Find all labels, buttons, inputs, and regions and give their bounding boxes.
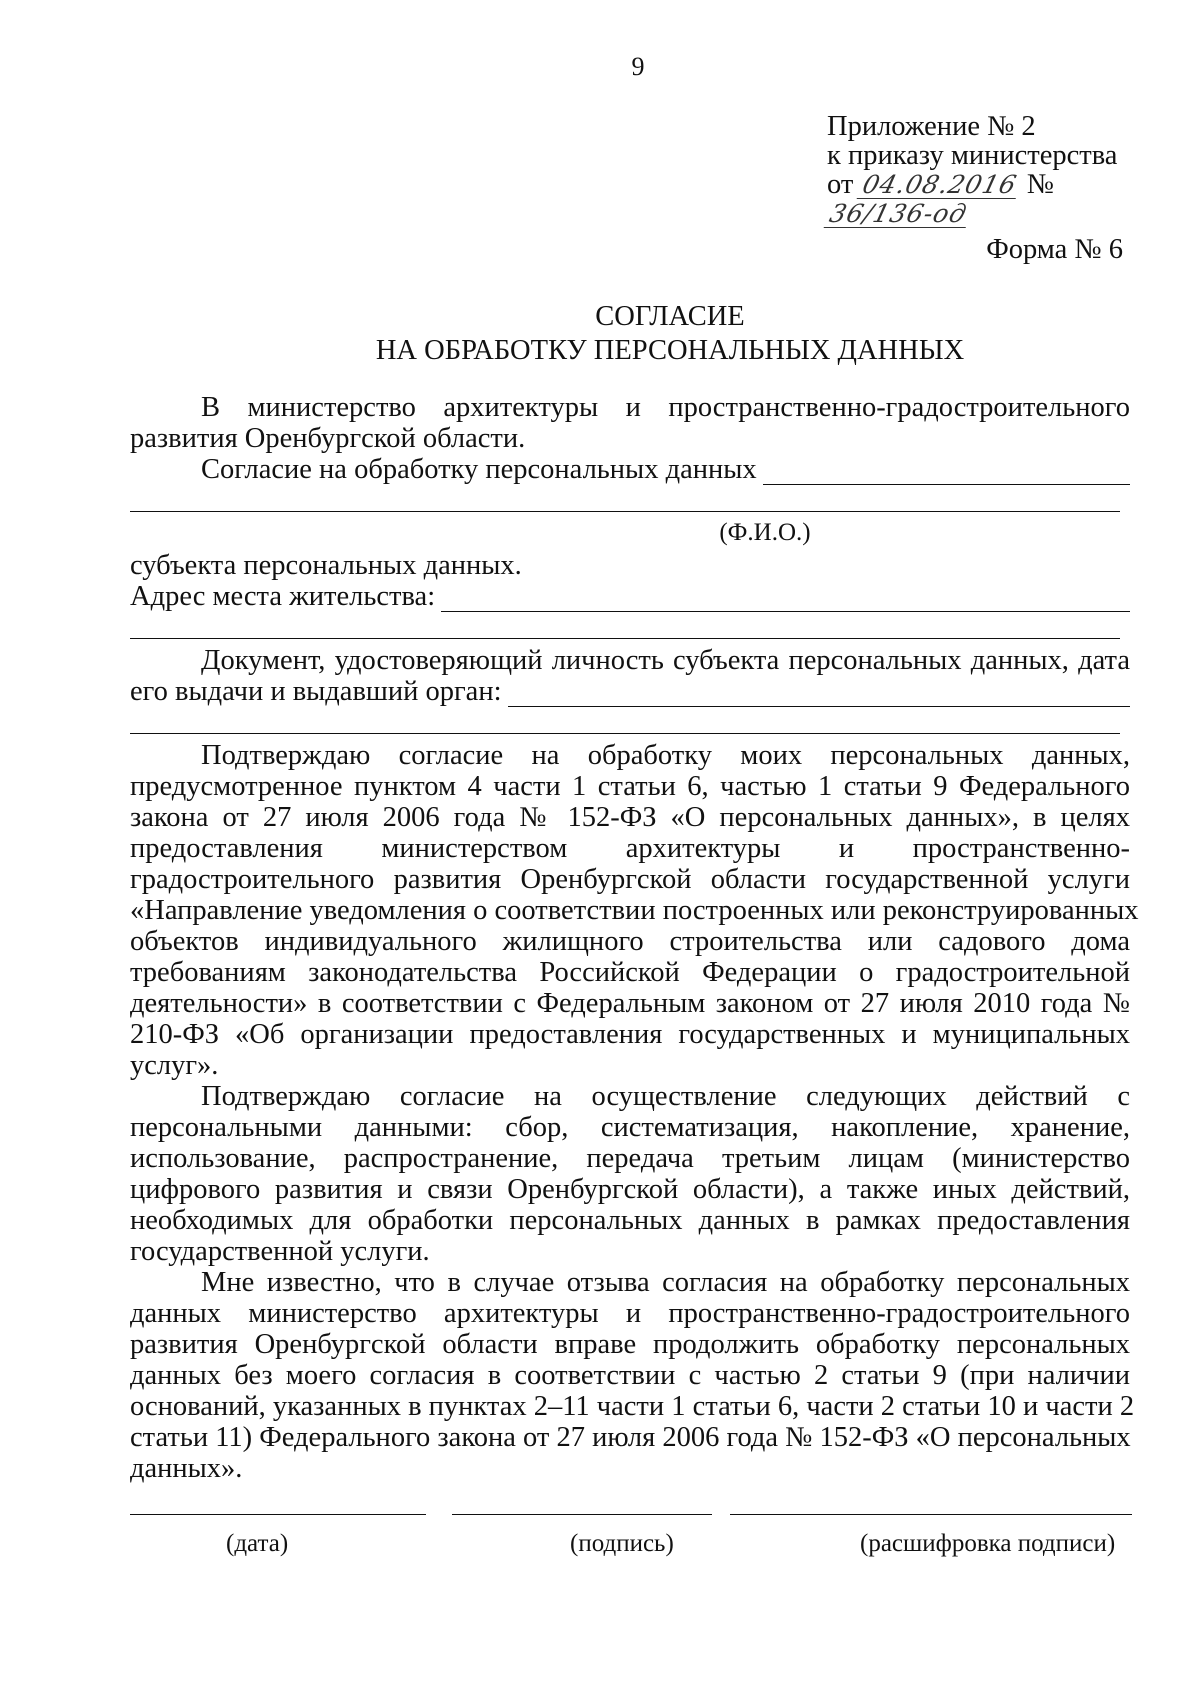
document-label: его выдачи и выдавший орган: xyxy=(130,676,502,707)
handwritten-order-number: 36/136-од xyxy=(824,201,973,228)
fio-input-line-2[interactable] xyxy=(130,485,1120,512)
fio-input-line[interactable] xyxy=(763,460,1130,485)
paragraph-line: предоставления министерством архитектуры и пространственно- xyxy=(130,833,1130,864)
document-input-line[interactable] xyxy=(508,682,1130,707)
appendix-date-row xyxy=(827,170,1200,228)
title-line-2: НА ОБРАБОТКУ ПЕРСОНАЛЬНЫХ ДАННЫХ xyxy=(375,335,965,366)
paragraph-line: использование, распространение, передача третьим лицам (министерство xyxy=(130,1143,1130,1174)
addressee-line-1: В министерство архитектуры и пространственно-градостроительного xyxy=(201,392,1130,423)
form-number: Форма № 6 xyxy=(986,234,1123,265)
addressee-line-2: развития Оренбургской области. xyxy=(130,423,526,454)
document-title xyxy=(0,300,1200,368)
signature-lines xyxy=(130,1514,1132,1526)
document-line-1: Документ, удостоверяющий личность субъекта персональных данных, дата xyxy=(201,645,1130,676)
transcript-input-line[interactable] xyxy=(730,1514,1132,1515)
address-input-line-2[interactable] xyxy=(130,612,1120,639)
consent-label: Согласие на обработку персональных данных xyxy=(201,454,757,485)
address-input-line[interactable] xyxy=(441,587,1130,612)
paragraph-line: требованиям законодательства Российской Федерации о градостроительной xyxy=(130,957,1130,988)
paragraph-line: градостроительного развития Оренбургской области государственной услуги xyxy=(130,864,1130,895)
paragraph-line: цифрового развития и связи Оренбургской области), а также иных действий, xyxy=(130,1174,1130,1205)
paragraph-line: оснований, указанных в пунктах 2–11 части 1 статьи 6, части 2 статьи 10 и части 2 xyxy=(130,1391,1135,1422)
handwritten-date: 04.08.2016 xyxy=(857,172,1023,199)
date-caption: (дата) xyxy=(226,1530,289,1557)
document-input-line-2[interactable] xyxy=(130,707,1120,734)
paragraph-revocation xyxy=(130,1267,1135,1484)
paragraph-line: необходимых для обработки персональных данных в рамках предоставления xyxy=(130,1205,1130,1236)
paragraph-line: развития Оренбургской области вправе продолжить обработку персональных xyxy=(130,1329,1130,1360)
paragraph-line: предусмотренное пунктом 4 части 1 статьи 6, частью 1 статьи 9 Федерального xyxy=(130,771,1130,802)
transcript-caption: (расшифровка подписи) xyxy=(860,1530,1116,1557)
paragraph-line: статьи 11) Федерального закона от 27 июля 2006 года № 152-ФЗ «О персональных xyxy=(130,1422,1131,1453)
paragraph-line: данных без моего согласия в соответствии с частью 2 статьи 9 (при наличии xyxy=(130,1360,1130,1391)
address-label: Адрес места жительства: xyxy=(130,581,436,612)
paragraph-line: 210-ФЗ «Об организации предоставления государственных и муниципальных xyxy=(130,1019,1130,1050)
appendix-block xyxy=(827,112,1200,228)
paragraph-line: закона от 27 июля 2006 года № 152-ФЗ «О персональных данных», в целях xyxy=(130,802,1130,833)
consent-row xyxy=(130,454,1130,485)
address-row xyxy=(130,581,1130,612)
paragraph-line: данных министерство архитектуры и пространственно-градостроительного xyxy=(130,1298,1130,1329)
paragraph-line: объектов индивидуального жилищного строительства или садового дома xyxy=(130,926,1130,957)
fio-caption: (Ф.И.О.) xyxy=(719,519,811,546)
paragraph-line: деятельности» в соответствии с Федеральным законом от 27 июля 2010 года № xyxy=(130,988,1130,1019)
date-prefix: от xyxy=(827,169,854,200)
paragraph-line: Мне известно, что в случае отзыва согласия на обработку персональных xyxy=(201,1267,1130,1298)
title-line-1: СОГЛАСИЕ xyxy=(595,301,745,332)
paragraph-line: «Направление уведомления о соответствии построенных или реконструированных xyxy=(130,895,1139,926)
appendix-line-1: Приложение № 2 xyxy=(827,111,1036,142)
paragraph-line: данных». xyxy=(130,1453,243,1484)
subject-line: субъекта персональных данных. xyxy=(130,550,522,581)
signature-caption: (подпись) xyxy=(570,1530,674,1557)
document-row xyxy=(130,676,1130,707)
paragraph-line: услуг». xyxy=(130,1050,219,1081)
signature-input-line[interactable] xyxy=(452,1514,712,1515)
date-input-line[interactable] xyxy=(130,1514,426,1515)
paragraph-consent-processing xyxy=(130,740,1139,1081)
document-body xyxy=(130,392,1139,1484)
page-number: 9 xyxy=(631,52,645,81)
paragraph-line: Подтверждаю согласие на обработку моих персональных данных, xyxy=(201,740,1130,771)
paragraph-line: персональными данными: сбор, систематизация, накопление, хранение, xyxy=(130,1112,1130,1143)
paragraph-line: Подтверждаю согласие на осуществление следующих действий с xyxy=(201,1081,1130,1112)
appendix-line-2: к приказу министерства xyxy=(827,140,1118,171)
paragraph-line: государственной услуги. xyxy=(130,1236,430,1267)
number-prefix: № xyxy=(1026,169,1054,200)
paragraph-consent-actions xyxy=(130,1081,1130,1267)
